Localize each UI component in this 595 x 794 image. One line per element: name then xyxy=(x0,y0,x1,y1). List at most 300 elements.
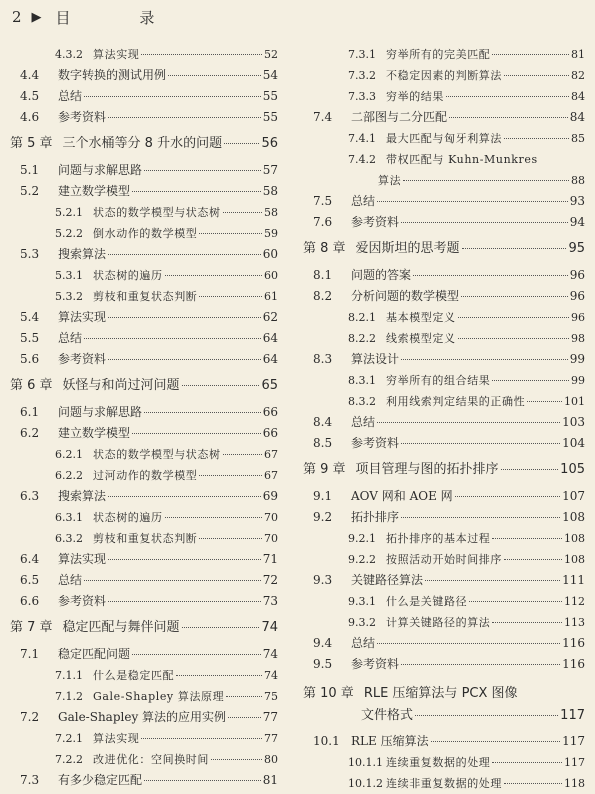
entry-title: 总结 xyxy=(351,415,376,429)
toc-entry[interactable] xyxy=(10,644,278,665)
dot-leader xyxy=(108,254,261,255)
dot-leader xyxy=(165,275,262,276)
entry-page-number: 116 xyxy=(562,657,585,671)
entry-number: 第 9 章 xyxy=(303,462,346,477)
toc-entry[interactable] xyxy=(303,633,585,654)
toc-entry[interactable] xyxy=(303,433,585,454)
entry-page-number: 108 xyxy=(562,510,585,524)
dot-leader xyxy=(199,233,262,234)
entry-page-number: 61 xyxy=(264,290,278,303)
page-header xyxy=(12,6,186,28)
toc-entry[interactable] xyxy=(303,191,585,212)
dot-leader xyxy=(377,422,560,423)
toc-entry[interactable] xyxy=(303,731,585,752)
toc-entry[interactable] xyxy=(303,570,585,591)
toc-entry[interactable] xyxy=(10,423,278,444)
entry-title: 拓扑排序的基本过程 xyxy=(386,532,491,545)
entry-number: 7.2.2 xyxy=(55,753,83,766)
dot-leader xyxy=(199,296,262,297)
dot-leader xyxy=(401,222,568,223)
entry-page-number: 57 xyxy=(262,163,278,177)
entry-page-number: 88 xyxy=(571,174,585,187)
entry-page-number: 96 xyxy=(569,268,585,282)
entry-title: 状态的数学模型与状态树 xyxy=(93,206,221,219)
entry-title: 改进优化：空间换时间 xyxy=(93,753,209,766)
entry-page-number: 55 xyxy=(262,89,278,103)
entry-number: 8.1 xyxy=(313,268,333,282)
dot-leader xyxy=(401,359,568,360)
entry-number: 7.4 xyxy=(313,110,333,124)
toc-entry[interactable] xyxy=(303,212,585,233)
entry-number: 第 8 章 xyxy=(303,241,346,256)
dot-leader xyxy=(108,496,261,497)
entry-page-number: 73 xyxy=(262,594,278,608)
entry-page-number: 84 xyxy=(571,90,585,103)
entry-title: 搜索算法 xyxy=(58,489,107,503)
entry-title: Gale-Shapley 算法的应用实例 xyxy=(58,710,227,724)
toc-entry[interactable] xyxy=(10,131,278,157)
entry-title: 状态树的遍历 xyxy=(93,269,163,282)
entry-number: 6.6 xyxy=(20,594,40,608)
toc-left-column xyxy=(10,44,278,791)
toc-entry[interactable] xyxy=(10,549,278,570)
entry-title: 状态的数学模型与状态树 xyxy=(93,448,221,461)
toc-entry[interactable] xyxy=(303,654,585,675)
toc-entry[interactable] xyxy=(303,286,585,307)
entry-title: 最大匹配与匈牙利算法 xyxy=(386,132,502,145)
entry-title: 文件格式 xyxy=(361,708,414,723)
entry-number: 7.2 xyxy=(20,710,40,724)
toc-entry[interactable] xyxy=(303,486,585,507)
entry-number: 4.5 xyxy=(20,89,40,103)
entry-title: 参考资料 xyxy=(351,657,400,671)
toc-entry[interactable] xyxy=(10,570,278,591)
entry-page-number: 81 xyxy=(262,773,278,787)
entry-title: 总结 xyxy=(351,194,376,208)
dot-leader xyxy=(108,117,261,118)
entry-number: 10.1.1 xyxy=(348,756,383,769)
entry-page-number: 54 xyxy=(262,68,278,82)
toc-entry[interactable] xyxy=(10,707,278,728)
entry-number: 9.2.1 xyxy=(348,532,376,545)
entry-number: 10.1.2 xyxy=(348,777,383,790)
dot-leader xyxy=(431,741,561,742)
entry-title: 算法实现 xyxy=(93,732,140,745)
entry-number: 5.2.2 xyxy=(55,227,83,240)
entry-page-number: 55 xyxy=(262,110,278,124)
entry-number: 6.2.2 xyxy=(55,469,83,482)
dot-leader xyxy=(144,170,261,171)
entry-page-number: 116 xyxy=(562,636,585,650)
toc-entry[interactable] xyxy=(10,349,278,370)
entry-number: 第 5 章 xyxy=(10,136,53,151)
entry-number: 9.1 xyxy=(313,489,333,503)
dot-leader xyxy=(425,580,560,581)
entry-page-number: 80 xyxy=(264,753,278,766)
dot-leader xyxy=(458,317,569,318)
toc-entry[interactable] xyxy=(10,160,278,181)
entry-title: 剪枝和重复状态判断 xyxy=(93,532,198,545)
entry-title: 总结 xyxy=(58,89,83,103)
toc-entry[interactable] xyxy=(303,44,585,65)
entry-page-number: 111 xyxy=(562,573,585,587)
entry-number: 7.4.1 xyxy=(348,132,376,145)
entry-number: 6.2.1 xyxy=(55,448,83,461)
entry-number: 6.3.1 xyxy=(55,511,83,524)
toc-entry[interactable] xyxy=(303,705,585,727)
entry-title: 拓扑排序 xyxy=(351,510,400,524)
entry-title: 关键路径算法 xyxy=(351,573,424,587)
dot-leader xyxy=(401,517,560,518)
entry-number: 4.3.2 xyxy=(55,48,83,61)
entry-page-number: 72 xyxy=(262,573,278,587)
entry-number: 5.4 xyxy=(20,310,40,324)
entry-page-number: 117 xyxy=(560,708,585,723)
entry-number: 5.3 xyxy=(20,247,40,261)
entry-number: 8.3.2 xyxy=(348,395,376,408)
entry-title: 连续非重复数据的处理 xyxy=(386,777,502,790)
entry-number: 9.2 xyxy=(313,510,333,524)
toc-entry[interactable] xyxy=(303,236,585,262)
entry-page-number: 101 xyxy=(564,395,585,408)
entry-number: 8.2.2 xyxy=(348,332,376,345)
toc-entry[interactable] xyxy=(10,223,278,244)
dot-leader xyxy=(223,212,262,213)
entry-title: 算法实现 xyxy=(58,552,107,566)
dot-leader xyxy=(461,296,568,297)
entry-title: 数字转换的测试用例 xyxy=(58,68,167,82)
entry-title: 参考资料 xyxy=(58,352,107,366)
toc-entry[interactable] xyxy=(10,507,278,528)
entry-page-number: 75 xyxy=(264,690,278,703)
entry-number: 7.5 xyxy=(313,194,333,208)
entry-page-number: 74 xyxy=(261,620,278,635)
entry-page-number: 85 xyxy=(571,132,585,145)
entry-number: 5.6 xyxy=(20,352,40,366)
page-number: 2 xyxy=(12,8,22,26)
entry-number: 7.3.2 xyxy=(348,69,376,82)
toc-entry[interactable] xyxy=(10,465,278,486)
toc-entry[interactable] xyxy=(10,444,278,465)
entry-title: 线索模型定义 xyxy=(386,332,456,345)
toc-entry[interactable] xyxy=(303,457,585,483)
dot-leader xyxy=(401,664,560,665)
entry-number: 5.2.1 xyxy=(55,206,83,219)
entry-page-number: 103 xyxy=(562,415,585,429)
toc-entry[interactable] xyxy=(303,170,585,191)
toc-entry[interactable] xyxy=(303,107,585,128)
toc-entry[interactable] xyxy=(303,370,585,391)
toc-entry[interactable] xyxy=(10,107,278,128)
toc-entry[interactable] xyxy=(10,770,278,791)
toc-entry[interactable] xyxy=(10,402,278,423)
toc-entry[interactable] xyxy=(303,507,585,528)
dot-leader xyxy=(182,385,260,386)
entry-number: 8.3 xyxy=(313,352,333,366)
dot-leader xyxy=(413,275,568,276)
toc-entry[interactable] xyxy=(10,307,278,328)
entry-number: 第 6 章 xyxy=(10,378,53,393)
dot-leader xyxy=(84,338,261,339)
entry-title: 问题与求解思路 xyxy=(58,405,143,419)
entry-page-number: 117 xyxy=(562,734,585,748)
dot-leader xyxy=(377,643,560,644)
dot-leader xyxy=(144,780,261,781)
entry-page-number: 66 xyxy=(262,405,278,419)
toc-entry[interactable] xyxy=(10,615,278,641)
dot-leader xyxy=(492,54,569,55)
toc-entry[interactable] xyxy=(10,65,278,86)
dot-leader xyxy=(504,75,569,76)
entry-number: 4.6 xyxy=(20,110,40,124)
entry-number: 9.3.1 xyxy=(348,595,376,608)
entry-number: 8.4 xyxy=(313,415,333,429)
entry-title: 爱因斯坦的思考题 xyxy=(355,241,460,256)
toc-entry[interactable] xyxy=(10,373,278,399)
dot-leader xyxy=(144,412,261,413)
toc-entry[interactable] xyxy=(303,391,585,412)
toc-entry[interactable] xyxy=(10,202,278,223)
entry-number: 6.3 xyxy=(20,489,40,503)
entry-page-number: 112 xyxy=(564,595,585,608)
entry-number: 10.1 xyxy=(313,734,340,748)
entry-title: 穷举所有的组合结果 xyxy=(386,374,491,387)
entry-page-number: 52 xyxy=(264,48,278,61)
entry-number: 7.2.1 xyxy=(55,732,83,745)
entry-number: 4.4 xyxy=(20,68,40,82)
entry-page-number: 74 xyxy=(264,669,278,682)
entry-title: RLE 压缩算法 xyxy=(351,734,429,748)
entry-title: 参考资料 xyxy=(351,215,400,229)
toc-entry[interactable] xyxy=(303,528,585,549)
dot-leader xyxy=(165,517,262,518)
toc-entry[interactable] xyxy=(303,307,585,328)
entry-title: 算法实现 xyxy=(58,310,107,324)
toc-entry[interactable] xyxy=(10,286,278,307)
entry-title: 算法设计 xyxy=(351,352,400,366)
toc-entry[interactable] xyxy=(10,44,278,65)
entry-title: 分析问题的数学模型 xyxy=(351,289,460,303)
entry-number: 8.3.1 xyxy=(348,374,376,387)
dot-leader xyxy=(492,622,562,623)
entry-page-number: 65 xyxy=(261,378,278,393)
entry-title: 算法 xyxy=(378,174,402,187)
triangle-marker-icon: ▶ xyxy=(31,9,42,25)
toc-entry[interactable] xyxy=(10,265,278,286)
entry-number: 9.5 xyxy=(313,657,333,671)
entry-number: 8.2.1 xyxy=(348,311,376,324)
entry-title: 按照活动开始时间排序 xyxy=(386,553,502,566)
toc-entry[interactable] xyxy=(10,665,278,686)
entry-title: 什么是关键路径 xyxy=(386,595,468,608)
dot-leader xyxy=(168,75,261,76)
toc-entry[interactable] xyxy=(303,328,585,349)
dot-leader xyxy=(224,143,259,144)
entry-page-number: 104 xyxy=(562,436,585,450)
entry-page-number: 66 xyxy=(262,426,278,440)
entry-page-number: 93 xyxy=(569,194,585,208)
entry-page-number: 67 xyxy=(264,448,278,461)
dot-leader xyxy=(108,359,261,360)
entry-title: 穷举所有的完美匹配 xyxy=(386,48,491,61)
toc-entry[interactable] xyxy=(303,549,585,570)
entry-title: 算法实现 xyxy=(93,48,140,61)
dot-leader xyxy=(449,117,568,118)
dot-leader xyxy=(228,717,261,718)
entry-title: 建立数学模型 xyxy=(58,184,131,198)
dot-leader xyxy=(462,248,567,249)
entry-number: 8.5 xyxy=(313,436,333,450)
entry-page-number: 60 xyxy=(262,247,278,261)
dot-leader xyxy=(501,469,559,470)
dot-leader xyxy=(199,538,262,539)
page-title: 目 录 xyxy=(55,8,187,27)
dot-leader xyxy=(108,559,261,560)
toc-entry[interactable] xyxy=(10,181,278,202)
toc-entry[interactable] xyxy=(303,612,585,633)
entry-title: 总结 xyxy=(58,331,83,345)
entry-title: 参考资料 xyxy=(58,594,107,608)
entry-page-number: 82 xyxy=(571,69,585,82)
entry-page-number: 77 xyxy=(264,732,278,745)
toc-entry[interactable] xyxy=(10,749,278,770)
entry-page-number: 84 xyxy=(569,110,585,124)
toc-entry[interactable] xyxy=(303,86,585,107)
dot-leader xyxy=(141,54,262,55)
entry-number: 7.3.1 xyxy=(348,48,376,61)
toc-entry[interactable] xyxy=(303,773,585,794)
toc-right-column xyxy=(303,44,585,794)
toc-entry[interactable] xyxy=(10,86,278,107)
entry-page-number: 105 xyxy=(560,462,585,477)
entry-page-number: 70 xyxy=(264,511,278,524)
entry-title: 搜索算法 xyxy=(58,247,107,261)
toc-entry[interactable] xyxy=(10,244,278,265)
toc-entry[interactable] xyxy=(10,328,278,349)
entry-page-number: 94 xyxy=(569,215,585,229)
entry-page-number: 64 xyxy=(262,352,278,366)
toc-entry[interactable] xyxy=(10,728,278,749)
entry-title: 带权匹配与 Kuhn-Munkres xyxy=(386,153,538,166)
entry-number: 9.3 xyxy=(313,573,333,587)
toc-entry[interactable] xyxy=(10,686,278,707)
entry-number: 9.4 xyxy=(313,636,333,650)
entry-title: 有多少稳定匹配 xyxy=(58,773,143,787)
entry-page-number: 118 xyxy=(564,777,585,790)
entry-number: 6.3.2 xyxy=(55,532,83,545)
dot-leader xyxy=(458,338,569,339)
entry-page-number: 77 xyxy=(262,710,278,724)
entry-title: 状态树的遍历 xyxy=(93,511,163,524)
entry-number: 6.2 xyxy=(20,426,40,440)
entry-number: 7.1.1 xyxy=(55,669,83,682)
dot-leader xyxy=(223,454,262,455)
toc-entry[interactable] xyxy=(303,65,585,86)
entry-title: 问题与求解思路 xyxy=(58,163,143,177)
entry-page-number: 99 xyxy=(569,352,585,366)
entry-number: 5.1 xyxy=(20,163,40,177)
dot-leader xyxy=(141,738,262,739)
entry-number: 8.2 xyxy=(313,289,333,303)
dot-leader xyxy=(84,96,261,97)
entry-number: 第 7 章 xyxy=(10,620,53,635)
dot-leader xyxy=(211,759,262,760)
dot-leader xyxy=(469,601,562,602)
dot-leader xyxy=(108,317,261,318)
entry-page-number: 70 xyxy=(264,532,278,545)
toc-entry[interactable] xyxy=(303,683,585,705)
entry-page-number: 67 xyxy=(264,469,278,482)
toc-entry[interactable] xyxy=(303,752,585,773)
entry-page-number: 99 xyxy=(571,374,585,387)
entry-number: 7.3.3 xyxy=(348,90,376,103)
entry-page-number: 71 xyxy=(262,552,278,566)
entry-title: 什么是稳定匹配 xyxy=(93,669,175,682)
toc-entry[interactable] xyxy=(10,528,278,549)
entry-number: 6.4 xyxy=(20,552,40,566)
dot-leader xyxy=(446,96,569,97)
entry-title: RLE 压缩算法与 PCX 图像 xyxy=(363,686,518,701)
toc-entry[interactable] xyxy=(303,349,585,370)
toc-entry[interactable] xyxy=(303,591,585,612)
entry-title: 二部图与二分匹配 xyxy=(351,110,448,124)
toc-entry[interactable] xyxy=(10,486,278,507)
entry-page-number: 58 xyxy=(262,184,278,198)
dot-leader xyxy=(132,654,261,655)
entry-number: 7.4.2 xyxy=(348,153,376,166)
entry-number: 6.5 xyxy=(20,573,40,587)
entry-page-number: 96 xyxy=(569,289,585,303)
entry-title: Gale-Shapley 算法原理 xyxy=(93,690,225,703)
dot-leader xyxy=(182,627,260,628)
entry-number: 7.1.2 xyxy=(55,690,83,703)
dot-leader xyxy=(504,138,569,139)
dot-leader xyxy=(504,559,562,560)
dot-leader xyxy=(492,762,562,763)
entry-title: 总结 xyxy=(58,573,83,587)
entry-page-number: 69 xyxy=(262,489,278,503)
entry-title: 总结 xyxy=(351,636,376,650)
dot-leader xyxy=(108,601,261,602)
toc-entry[interactable] xyxy=(303,412,585,433)
toc-entry[interactable] xyxy=(303,149,585,170)
entry-title: 基本模型定义 xyxy=(386,311,456,324)
dot-leader xyxy=(527,401,562,402)
dot-leader xyxy=(455,496,560,497)
entry-title: 穷举的结果 xyxy=(386,90,444,103)
entry-title: 倒水动作的数学模型 xyxy=(93,227,198,240)
entry-page-number: 95 xyxy=(568,241,585,256)
entry-title: 过河动作的数学模型 xyxy=(93,469,198,482)
entry-page-number: 98 xyxy=(571,332,585,345)
entry-title: 三个水桶等分 8 升水的问题 xyxy=(62,136,223,151)
entry-page-number: 108 xyxy=(564,553,585,566)
entry-title: 参考资料 xyxy=(58,110,107,124)
entry-page-number: 64 xyxy=(262,331,278,345)
dot-leader xyxy=(132,433,261,434)
toc-entry[interactable] xyxy=(303,265,585,286)
dot-leader xyxy=(492,380,569,381)
dot-leader xyxy=(504,783,562,784)
entry-title: 项目管理与图的拓扑排序 xyxy=(355,462,499,477)
entry-title: 稳定匹配与舞伴问题 xyxy=(62,620,180,635)
entry-title: 稳定匹配问题 xyxy=(58,647,131,661)
toc-entry[interactable] xyxy=(10,591,278,612)
toc-entry[interactable] xyxy=(303,128,585,149)
dot-leader xyxy=(401,443,560,444)
entry-page-number: 58 xyxy=(264,206,278,219)
entry-title: 不稳定因素的判断算法 xyxy=(386,69,502,82)
